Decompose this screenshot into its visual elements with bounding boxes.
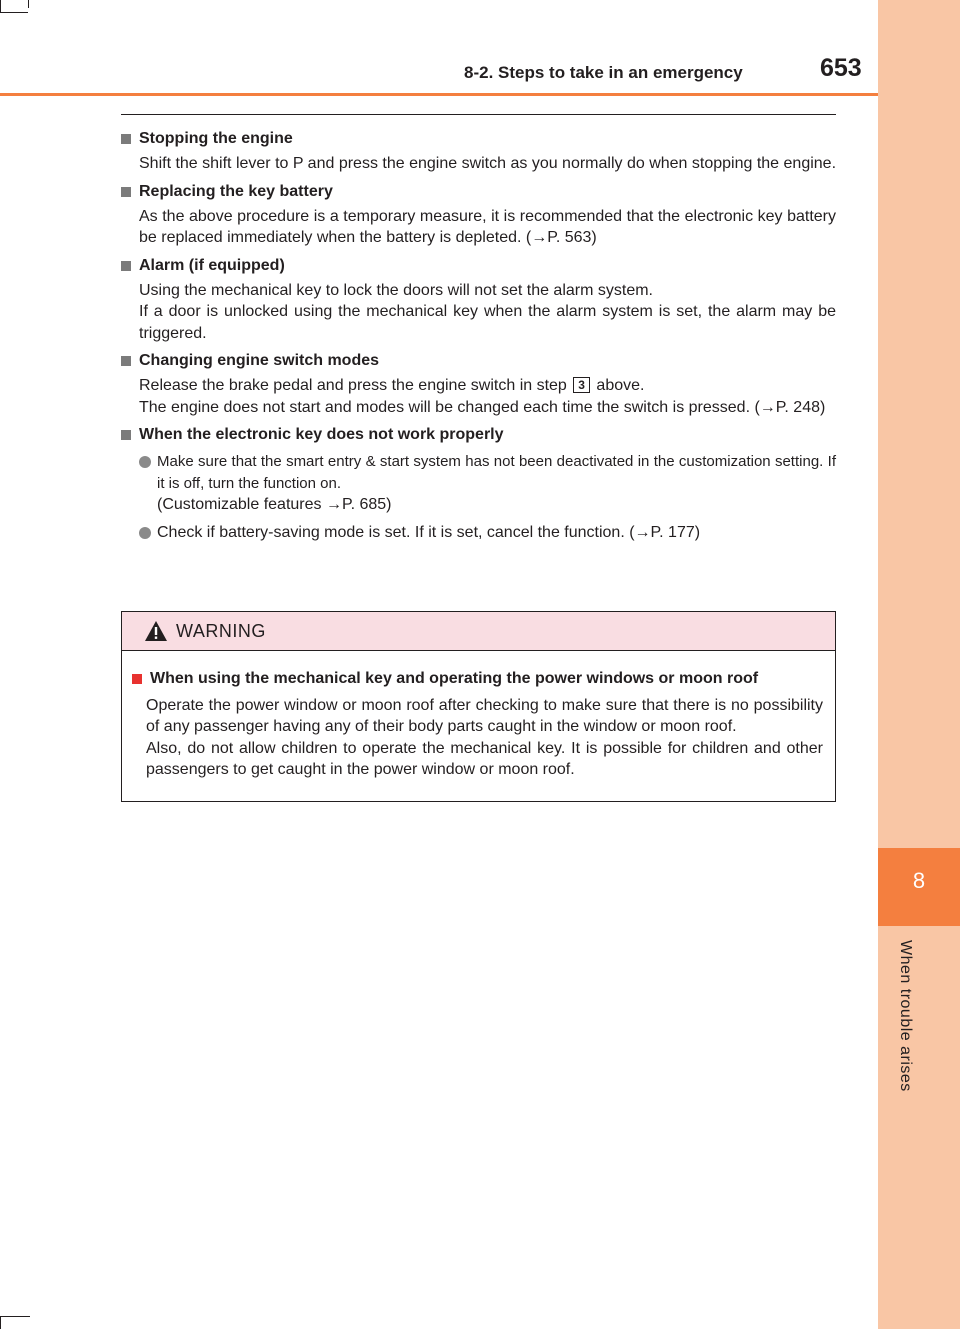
bullet-text: Check if battery-saving mode is set. If it is set, cancel the function. (→P. 177) — [157, 523, 701, 541]
bullet-text: Make sure that the smart entry & start system has not been deactivated in the customization setting. If it is off, turn the function on. — [157, 453, 836, 492]
bullet-text: (Customizable features →P. 685) — [157, 496, 392, 513]
section-text: above. — [596, 377, 645, 394]
section-alarm — [121, 254, 836, 345]
section-text: Using the mechanical key to lock the doors will not set the alarm system. — [139, 281, 653, 299]
warning-square-icon — [132, 674, 142, 684]
section-stopping-engine — [121, 127, 836, 175]
bullet-icon — [139, 527, 151, 539]
section-title: When the electronic key does not work properly — [139, 426, 504, 444]
section-square-icon — [121, 430, 131, 440]
warning-box — [121, 611, 836, 802]
warning-triangle-icon — [144, 620, 168, 642]
warning-text: Also, do not allow children to operate the mechanical key. It is possible for children and other passengers to get caught in the power window or moon roof. — [146, 739, 823, 778]
crop-mark — [0, 1316, 1, 1329]
section-title: Alarm (if equipped) — [139, 256, 285, 274]
list-item — [139, 451, 836, 516]
header-rule — [0, 93, 878, 96]
chapter-number: 8 — [912, 868, 926, 893]
section-square-icon — [121, 261, 131, 271]
section-key-not-working — [121, 423, 836, 543]
warning-text: Operate the power window or moon roof after checking to make sure that there is no possibility of any passenger having any of their body parts caught in the window or moon roof. — [146, 696, 823, 735]
crop-mark — [28, 0, 29, 8]
content-top-rule — [121, 114, 836, 115]
section-text: Shift the shift lever to P and press the engine switch as you normally do when stopping the engine. — [139, 155, 837, 172]
section-text: The engine does not start and modes will be changed each time the switch is pressed. (→P. 248) — [139, 398, 826, 416]
warning-header — [122, 612, 835, 651]
section-square-icon — [121, 356, 131, 366]
bullet-icon — [139, 456, 151, 468]
list-item — [139, 522, 836, 544]
step-number-badge: 3 — [573, 377, 590, 393]
crop-mark — [0, 12, 28, 13]
section-title: Changing engine switch modes — [139, 352, 380, 370]
section-engine-switch-modes — [121, 349, 836, 418]
section-text: Release the brake pedal and press the engine switch in step — [139, 377, 567, 394]
section-text: As the above procedure is a temporary measure, it is recommended that the electronic key battery be replaced immediately when the battery is depleted. (→P. 563) — [139, 207, 836, 246]
chapter-title: When trouble arises — [897, 940, 914, 1092]
section-square-icon — [121, 187, 131, 197]
header-section-title: 8-2. Steps to take in an emergency — [464, 63, 743, 82]
section-square-icon — [121, 134, 131, 144]
section-replacing-battery — [121, 180, 836, 249]
section-text: If a door is unlocked using the mechanical key when the alarm system is set, the alarm may be triggered. — [139, 303, 836, 342]
crop-mark — [0, 1316, 30, 1317]
warning-title: When using the mechanical key and operating the power windows or moon roof — [150, 670, 759, 687]
page-content — [121, 127, 836, 549]
page-number: 653 — [820, 54, 862, 82]
crop-mark — [0, 0, 1, 12]
section-title: Stopping the engine — [139, 130, 293, 148]
warning-label: WARNING — [176, 621, 266, 641]
section-title: Replacing the key battery — [139, 182, 333, 200]
